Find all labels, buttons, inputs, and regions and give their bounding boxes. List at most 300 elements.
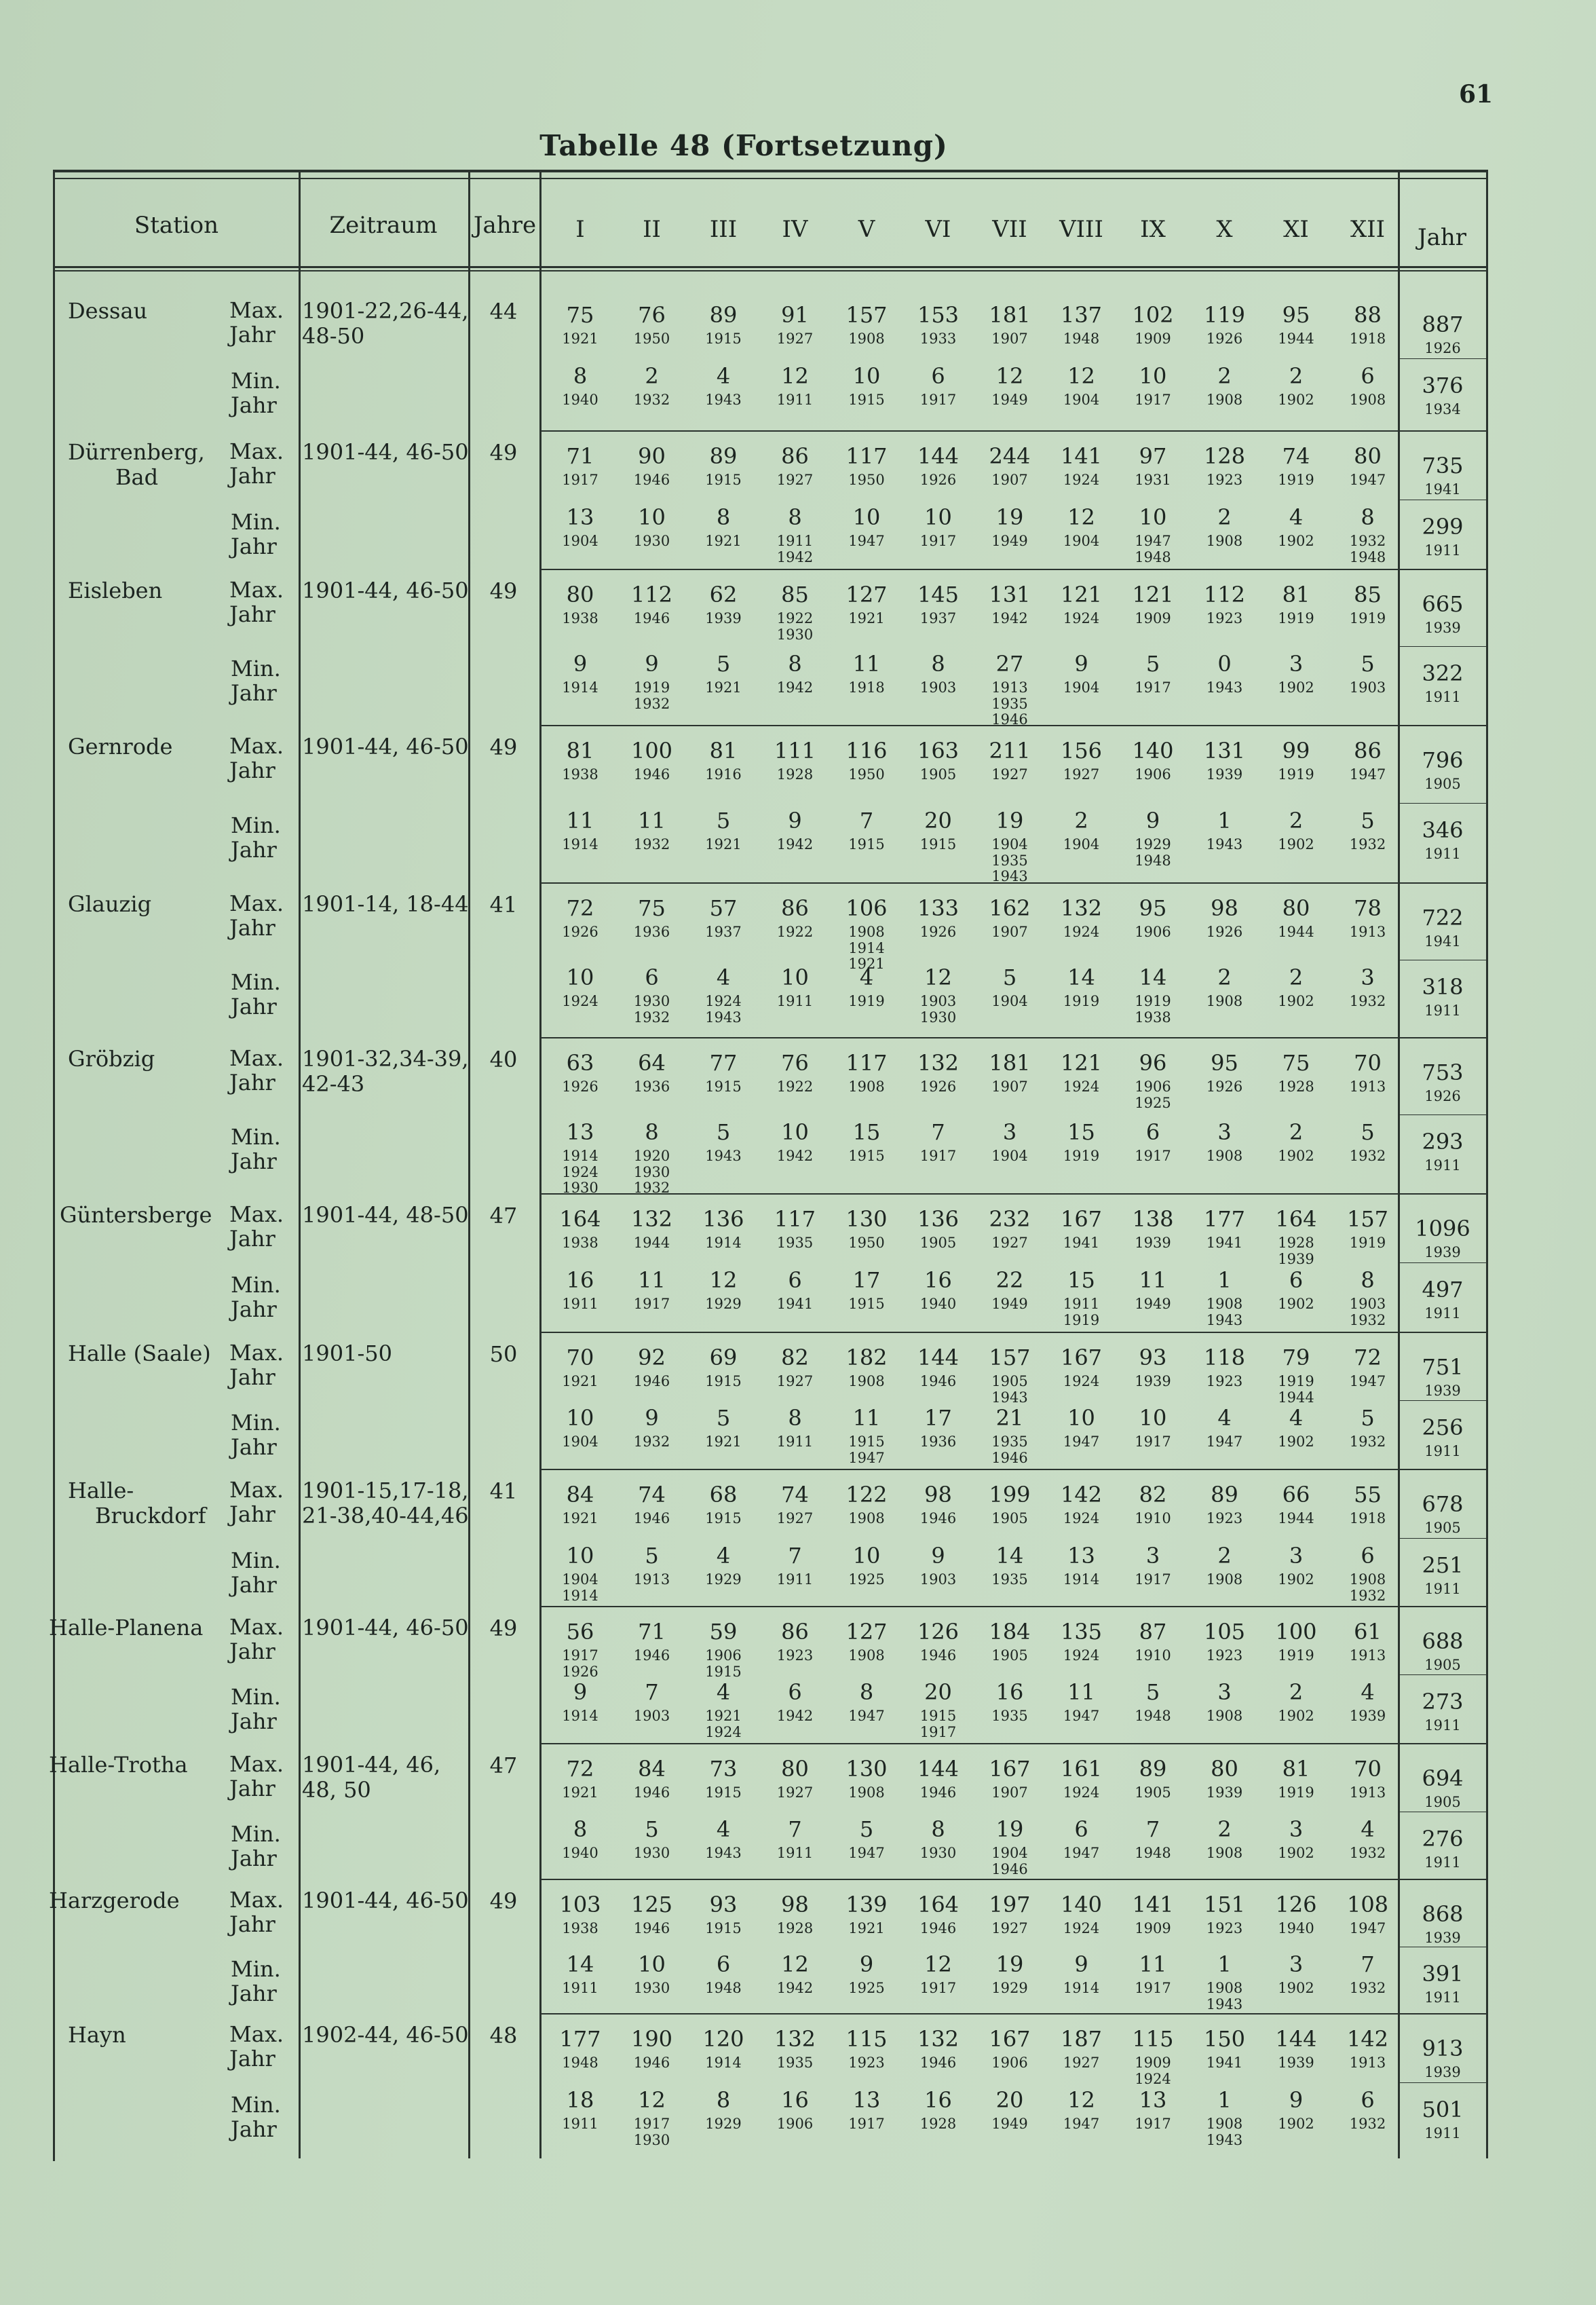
min-total-value: 299 — [1422, 514, 1464, 540]
max-value: 118 — [1203, 1345, 1246, 1370]
min-year: 1943 — [1206, 2131, 1243, 2148]
min-year: 1942 — [776, 1708, 814, 1724]
min-year: 1908 — [1206, 1296, 1243, 1312]
min-year: 1903 — [919, 1571, 957, 1588]
min-value: 20 — [995, 2087, 1024, 2113]
max-year: 1905 — [919, 766, 957, 783]
max-year: 1950 — [848, 1235, 885, 1251]
total-separator — [1399, 1400, 1486, 1401]
max-value: 111 — [774, 738, 816, 764]
min-value: 10 — [1139, 1405, 1167, 1431]
max-cell — [1333, 1052, 1403, 1095]
min-cell — [688, 653, 759, 696]
kind-line: Min. — [231, 1272, 281, 1298]
min-year: 1932 — [633, 836, 670, 852]
max-value: 88 — [1354, 302, 1382, 328]
min-value: 6 — [1361, 1543, 1375, 1569]
zeitraum-line: 1901-44, 46-50 — [302, 439, 469, 465]
min-value: 9 — [645, 651, 659, 677]
header-month-VII: VII — [992, 216, 1027, 243]
max-value: 125 — [630, 1892, 673, 1917]
min-total — [1403, 1414, 1482, 1460]
min-year: 1911 — [776, 1845, 814, 1861]
max-cell — [1333, 1484, 1403, 1527]
max-cell — [974, 897, 1045, 941]
max-value: 121 — [1060, 582, 1103, 607]
min-cell — [1046, 365, 1117, 409]
min-year: 1908 — [1206, 993, 1243, 1009]
min-cell — [688, 1818, 759, 1862]
max-cell — [688, 1347, 759, 1390]
header-month-II: II — [643, 216, 661, 243]
min-year: 1921 — [705, 1433, 742, 1450]
station-name — [68, 734, 172, 760]
station-name-line: Bruckdorf — [95, 1502, 206, 1529]
kind-line: Jahr — [229, 321, 276, 348]
station-name-line: Dürrenberg, — [68, 439, 205, 465]
zeitraum-line: 1901-44, 46, — [302, 1752, 441, 1778]
min-year: 1940 — [919, 1296, 957, 1312]
min-total — [1403, 1131, 1482, 1174]
station-name — [49, 1615, 203, 1641]
min-value: 10 — [924, 504, 952, 530]
jahre-count: 48 — [489, 2023, 518, 2048]
max-value: 92 — [638, 1345, 666, 1370]
total-separator — [1399, 2082, 1486, 2083]
min-value: 16 — [924, 2087, 952, 2113]
max-year: 1939 — [1206, 1784, 1243, 1801]
min-cell — [760, 506, 831, 565]
min-total — [1403, 662, 1482, 706]
max-year: 1936 — [633, 1079, 670, 1095]
min-year: 1915 — [848, 1433, 885, 1450]
max-cell — [1190, 1208, 1260, 1252]
max-value: 89 — [709, 443, 738, 469]
max-total — [1403, 1903, 1482, 1947]
station-name — [68, 578, 162, 603]
max-total-year: 1905 — [1424, 1657, 1461, 1673]
min-cell — [974, 1818, 1045, 1877]
min-year: 1932 — [1349, 836, 1386, 852]
max-value: 112 — [1203, 582, 1246, 607]
max-cell — [1333, 445, 1403, 489]
min-cell — [1333, 1953, 1403, 1997]
max-value: 93 — [709, 1892, 738, 1917]
min-year: 1943 — [1206, 1311, 1243, 1328]
max-year: 1919 — [1278, 610, 1314, 626]
min-value: 2 — [1289, 964, 1304, 990]
min-value: 27 — [995, 651, 1024, 677]
min-cell — [760, 810, 831, 853]
min-cell — [1261, 1818, 1331, 1862]
min-total — [1403, 1828, 1482, 1871]
min-year: 1908 — [1206, 1148, 1243, 1164]
min-year: 1949 — [991, 2116, 1028, 2132]
max-value: 164 — [917, 1892, 960, 1917]
max-cell — [760, 740, 831, 783]
max-year: 1906 — [1135, 766, 1171, 783]
max-value: 70 — [1354, 1756, 1382, 1782]
max-value: 68 — [709, 1482, 738, 1507]
max-year: 1927 — [991, 1235, 1028, 1251]
min-value: 9 — [573, 1679, 588, 1705]
min-value: 4 — [1289, 1405, 1304, 1431]
min-year: 1932 — [633, 392, 670, 408]
min-value: 12 — [924, 1951, 952, 1977]
min-year: 1915 — [848, 1148, 885, 1164]
kind-line: Max. — [229, 1201, 284, 1227]
min-year: 1917 — [1135, 1148, 1171, 1164]
kind-line: Max. — [229, 1751, 284, 1777]
max-year: 1946 — [633, 1647, 670, 1664]
max-year: 1944 — [1278, 924, 1314, 940]
min-cell — [1333, 1121, 1403, 1165]
max-year: 1947 — [1349, 472, 1386, 488]
min-cell — [688, 1269, 759, 1313]
max-value: 162 — [989, 895, 1031, 921]
max-cell — [545, 1208, 615, 1252]
min-value: 7 — [645, 1679, 659, 1705]
min-year: 1929 — [1135, 836, 1171, 852]
min-cell — [617, 653, 687, 712]
min-year: 1917 — [919, 1723, 957, 1740]
min-value: 19 — [995, 1951, 1024, 1977]
min-value: 16 — [924, 1267, 952, 1293]
max-cell — [1261, 740, 1331, 783]
header-month-I: I — [575, 216, 585, 243]
min-year: 1911 — [776, 1433, 814, 1450]
min-cell — [688, 1121, 759, 1165]
min-cell — [831, 1121, 902, 1165]
min-value: 9 — [645, 1405, 659, 1431]
min-value: 3 — [1289, 1951, 1304, 1977]
max-cell — [903, 584, 974, 627]
max-cell — [903, 304, 974, 348]
min-year: 1908 — [1206, 392, 1243, 408]
min-cell — [1261, 506, 1331, 550]
min-year: 1943 — [1206, 1995, 1243, 2012]
max-year: 1946 — [919, 1510, 957, 1526]
min-year: 1902 — [1278, 2116, 1314, 2132]
max-cell — [974, 740, 1045, 783]
min-cell — [974, 365, 1045, 409]
max-year: 1913 — [1349, 1079, 1386, 1095]
kind-line: Jahr — [231, 1980, 277, 2006]
min-year: 1921 — [705, 836, 742, 852]
min-cell — [1190, 506, 1260, 550]
zeitraum-line: 42-43 — [302, 1070, 365, 1097]
max-year: 1936 — [633, 924, 670, 940]
max-cell — [545, 304, 615, 348]
min-year: 1903 — [633, 1708, 670, 1724]
min-value: 11 — [852, 1405, 881, 1431]
max-cell — [760, 2028, 831, 2072]
min-cell — [831, 1681, 902, 1725]
max-total-year: 1939 — [1424, 1244, 1461, 1260]
min-year: 1911 — [562, 1980, 598, 1996]
total-separator — [1399, 1262, 1486, 1263]
min-cell — [617, 1407, 687, 1450]
max-value: 144 — [1275, 2026, 1317, 2052]
min-year: 1932 — [633, 695, 670, 712]
max-year: 1928 — [776, 766, 814, 783]
max-year: 1925 — [1135, 1094, 1171, 1111]
min-cell — [903, 1269, 974, 1313]
kind-line: Max. — [229, 577, 284, 603]
max-cell — [903, 740, 974, 783]
min-cell — [903, 810, 974, 853]
min-year: 1942 — [776, 1980, 814, 1996]
max-year: 1935 — [776, 1235, 814, 1251]
max-cell — [545, 2028, 615, 2072]
min-cell — [1118, 1681, 1188, 1725]
jahre-count: 41 — [489, 892, 518, 918]
min-value: 9 — [573, 651, 588, 677]
kind-line: Jahr — [231, 679, 277, 706]
min-cell — [760, 1953, 831, 1997]
min-year: 1947 — [1063, 1708, 1100, 1724]
max-cell — [1190, 1894, 1260, 1937]
min-cell — [545, 1121, 615, 1197]
min-year: 1930 — [562, 1180, 598, 1197]
max-cell — [1261, 2028, 1331, 2072]
max-value: 163 — [917, 738, 960, 764]
max-total — [1403, 455, 1482, 498]
min-year: 1942 — [776, 679, 814, 696]
column-rule — [1486, 170, 1488, 2158]
max-value: 76 — [781, 1050, 809, 1076]
min-value: 11 — [1139, 1267, 1167, 1293]
min-year: 1947 — [1063, 1845, 1100, 1861]
max-cell — [545, 1484, 615, 1527]
max-cell — [974, 584, 1045, 627]
max-year: 1923 — [1206, 1373, 1243, 1389]
min-cell — [617, 1545, 687, 1588]
min-year: 1903 — [1349, 679, 1386, 696]
max-value: 144 — [917, 443, 960, 469]
header-month-VI: VI — [925, 216, 951, 243]
min-year: 1943 — [1206, 836, 1243, 852]
max-cell — [831, 584, 902, 627]
max-cell — [1046, 897, 1117, 941]
min-cell — [1333, 1818, 1403, 1862]
min-year: 1917 — [1135, 392, 1171, 408]
max-value: 157 — [846, 302, 888, 328]
min-cell — [1190, 365, 1260, 409]
max-year: 1915 — [705, 472, 742, 488]
max-value: 144 — [917, 1756, 960, 1782]
min-value: 9 — [931, 1543, 945, 1569]
min-value: 4 — [716, 363, 731, 389]
max-cell — [617, 2028, 687, 2072]
max-year: 1905 — [919, 1235, 957, 1251]
max-value: 74 — [1282, 443, 1310, 469]
kind-line: Jahr — [229, 1501, 276, 1527]
max-cell — [688, 584, 759, 627]
min-label — [231, 2093, 281, 2142]
max-year: 1938 — [562, 1920, 598, 1936]
min-cell — [1190, 1681, 1260, 1725]
max-year: 1926 — [919, 472, 957, 488]
max-cell — [617, 1894, 687, 1937]
max-cell — [1118, 2028, 1188, 2087]
min-year: 1904 — [562, 1571, 598, 1588]
min-value: 16 — [995, 1679, 1024, 1705]
kind-line: Max. — [229, 733, 284, 759]
station-separator — [539, 2013, 1486, 2014]
min-year: 1904 — [1063, 679, 1100, 696]
min-value: 11 — [638, 808, 666, 833]
max-value: 141 — [1132, 1892, 1174, 1917]
min-total-value: 251 — [1422, 1552, 1464, 1578]
max-value: 75 — [1282, 1050, 1310, 1076]
max-cell — [1333, 1208, 1403, 1252]
max-year: 1919 — [1278, 1647, 1314, 1664]
jahre-count: 50 — [489, 1341, 518, 1367]
max-year: 1947 — [1349, 1920, 1386, 1936]
min-year: 1913 — [633, 1571, 670, 1588]
max-cell — [1046, 1208, 1117, 1252]
max-year: 1906 — [1135, 924, 1171, 940]
max-total-year: 1905 — [1424, 776, 1461, 792]
min-year: 1929 — [705, 2116, 742, 2132]
max-year: 1908 — [848, 1079, 885, 1095]
min-year: 1904 — [1063, 836, 1100, 852]
min-year: 1935 — [991, 1571, 1028, 1588]
min-cell — [1046, 1545, 1117, 1588]
max-value: 89 — [1211, 1482, 1238, 1507]
max-cell — [545, 740, 615, 783]
max-value: 161 — [1060, 1756, 1103, 1782]
min-cell — [1118, 365, 1188, 409]
min-total-year: 1911 — [1424, 1717, 1461, 1734]
max-total — [1403, 1218, 1482, 1261]
max-cell — [545, 445, 615, 489]
max-value: 75 — [566, 302, 594, 328]
min-year: 1917 — [1135, 2116, 1171, 2132]
max-value: 98 — [1211, 895, 1238, 921]
max-year: 1946 — [633, 1510, 670, 1526]
max-cell — [1261, 1052, 1331, 1095]
min-value: 4 — [859, 964, 874, 990]
min-total-value: 346 — [1422, 817, 1464, 843]
min-value: 20 — [924, 808, 952, 833]
max-cell — [974, 1894, 1045, 1937]
kind-line: Max. — [229, 297, 284, 323]
min-year: 1903 — [919, 993, 957, 1009]
min-total — [1403, 1554, 1482, 1598]
max-cell — [903, 1484, 974, 1527]
max-value: 117 — [846, 443, 888, 469]
min-year: 1915 — [848, 1296, 885, 1312]
min-cell — [688, 365, 759, 409]
max-year: 1905 — [991, 1373, 1028, 1389]
max-value: 153 — [917, 302, 960, 328]
max-cell — [545, 1052, 615, 1095]
header-rule — [53, 266, 1488, 268]
kind-line: Min. — [231, 509, 281, 535]
max-year: 1905 — [1135, 1784, 1171, 1801]
min-cell — [1118, 506, 1188, 565]
jahre-count: 44 — [489, 299, 518, 324]
min-year: 1908 — [1206, 1980, 1243, 1996]
min-label — [231, 1411, 281, 1460]
min-value: 10 — [566, 1543, 594, 1569]
max-year: 1908 — [848, 1510, 885, 1526]
min-cell — [903, 1681, 974, 1740]
min-year: 1914 — [562, 836, 598, 852]
max-year: 1927 — [776, 1784, 814, 1801]
max-year: 1922 — [776, 924, 814, 940]
min-year: 1930 — [919, 1009, 957, 1026]
max-year: 1921 — [848, 1920, 885, 1936]
min-year: 1921 — [705, 679, 742, 696]
kind-line: Jahr — [229, 1225, 276, 1252]
max-total-year: 1939 — [1424, 620, 1461, 636]
max-value: 96 — [1139, 1050, 1167, 1076]
min-year: 1911 — [776, 993, 814, 1009]
station-name-line: Halle- — [68, 1478, 134, 1503]
min-year: 1930 — [633, 993, 670, 1009]
max-total-year: 1905 — [1424, 1794, 1461, 1810]
min-value: 10 — [566, 1405, 594, 1431]
max-value: 151 — [1203, 1892, 1246, 1917]
max-value: 81 — [566, 738, 594, 764]
min-value: 6 — [788, 1679, 802, 1705]
min-cell — [760, 1818, 831, 1862]
min-value: 8 — [573, 1816, 588, 1842]
min-value: 6 — [1289, 1267, 1304, 1293]
min-year: 1942 — [776, 836, 814, 852]
max-value: 115 — [846, 2026, 888, 2052]
min-cell — [688, 1407, 759, 1450]
min-total-value: 391 — [1422, 1961, 1464, 1987]
max-cell — [974, 1208, 1045, 1252]
max-value: 127 — [846, 582, 888, 607]
min-label — [231, 814, 281, 863]
max-year: 1937 — [919, 610, 957, 626]
max-label — [229, 1753, 284, 1801]
max-cell — [974, 1484, 1045, 1527]
min-year: 1908 — [1349, 1571, 1386, 1588]
kind-line: Max. — [229, 1340, 284, 1366]
max-value: 87 — [1139, 1619, 1167, 1645]
min-total — [1403, 1963, 1482, 2006]
min-cell — [974, 2089, 1045, 2133]
zeitraum-line: 1901-44, 46-50 — [302, 734, 469, 760]
max-value: 80 — [1211, 1756, 1238, 1782]
kind-line: Min. — [231, 656, 281, 681]
min-year: 1932 — [633, 1009, 670, 1026]
min-value: 8 — [788, 651, 802, 677]
min-cell — [903, 1545, 974, 1588]
max-value: 63 — [566, 1050, 594, 1076]
max-value: 70 — [566, 1345, 594, 1370]
zeitraum — [302, 1615, 469, 1641]
kind-line: Jahr — [231, 1571, 277, 1598]
min-year: 1904 — [991, 993, 1028, 1009]
min-year: 1914 — [562, 1708, 598, 1724]
max-year: 1908 — [848, 1784, 885, 1801]
min-value: 14 — [1139, 964, 1167, 990]
max-cell — [1046, 1758, 1117, 1801]
min-cell — [1190, 653, 1260, 696]
min-year: 1915 — [848, 392, 885, 408]
min-year: 1947 — [1206, 1433, 1243, 1450]
min-cell — [974, 653, 1045, 728]
min-cell — [617, 1681, 687, 1725]
min-year: 1930 — [633, 1845, 670, 1861]
